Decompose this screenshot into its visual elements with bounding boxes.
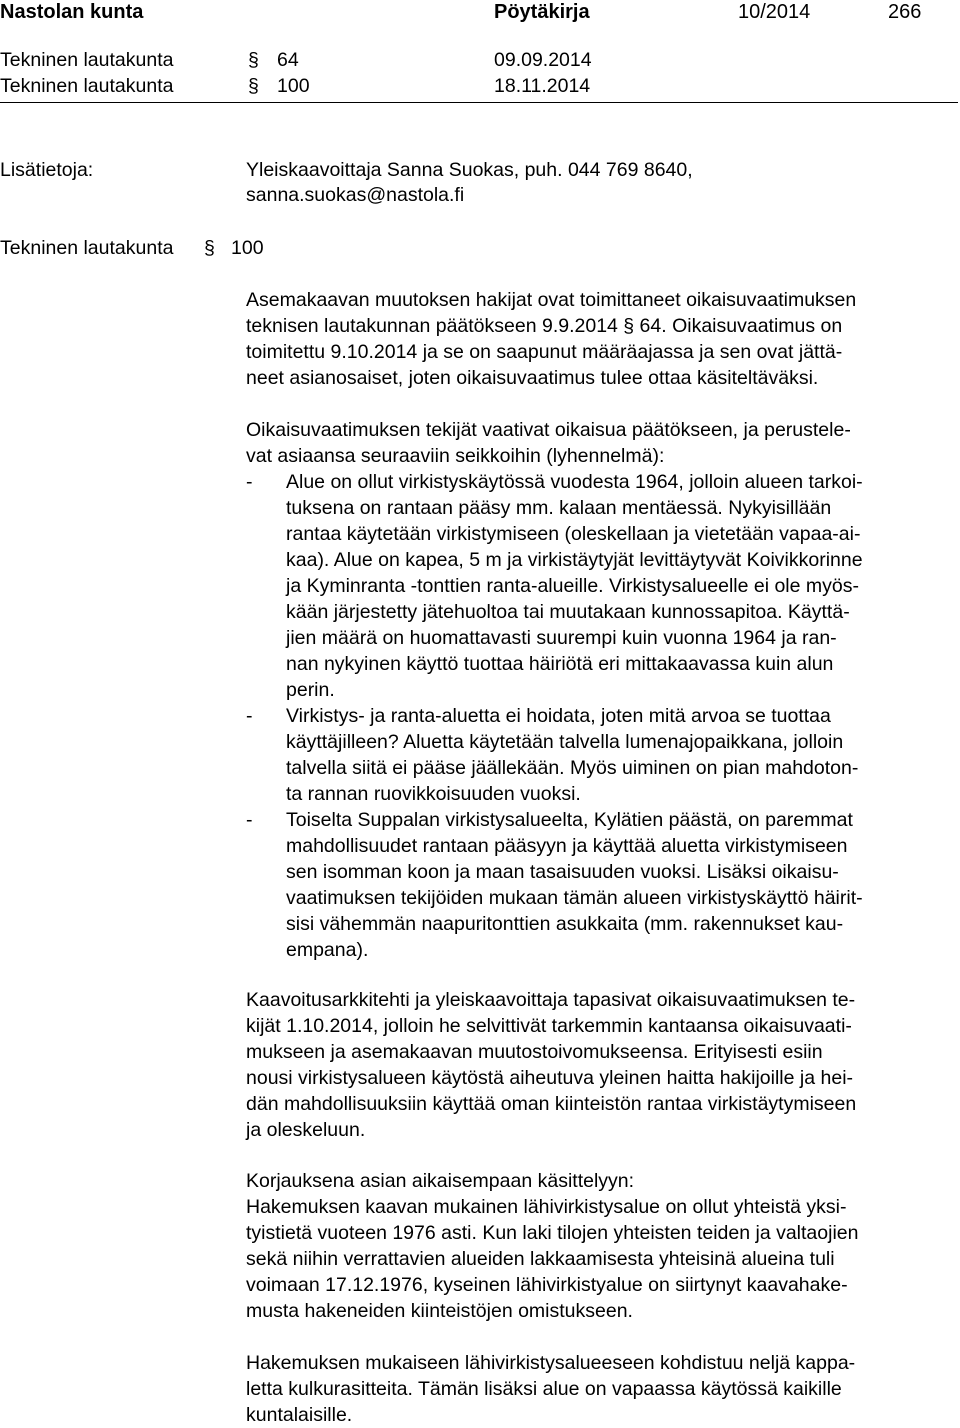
header-divider xyxy=(0,102,958,103)
current-body: Tekninen lautakunta xyxy=(0,237,174,259)
text-line: perin. xyxy=(286,679,335,701)
text-line: kään järjestetty jätehuoltoa tai muutakaan kunnossapitoa. Käyttä- xyxy=(286,601,850,623)
info-label: Lisätietoja: xyxy=(0,159,94,181)
text-line: mahdollisuudet rantaan pääsyyn ja käyttää aluetta virkistymiseen xyxy=(286,835,848,857)
text-line: ja oleskeluun. xyxy=(246,1119,366,1141)
paragraph-easements xyxy=(246,1350,958,1428)
text-line: empana). xyxy=(286,939,369,961)
bullet-dash: - xyxy=(246,705,253,727)
bullet-dash: - xyxy=(246,809,253,831)
current-section-sign: § xyxy=(204,237,215,259)
text-line: Asemakaavan muutoksen hakijat ovat toimittaneet oikaisuvaatimuksen xyxy=(246,289,857,311)
paragraph-appeal-received xyxy=(246,287,958,391)
history-date-1: 09.09.2014 xyxy=(494,49,592,71)
bullet-item-2 xyxy=(246,703,958,807)
history-body-1: Tekninen lautakunta xyxy=(0,49,174,71)
text-line: talvella siitä ei pääse jäällekään. Myös uiminen on pian mahdoton- xyxy=(286,757,859,779)
info-contact-line-1: Yleiskaavoittaja Sanna Suokas, puh. 044 769 8640, xyxy=(246,159,693,181)
text-line: kaa). Alue on kapea, 5 m ja virkistäytyjät levittäytyvät Koivikkorinne xyxy=(286,549,863,571)
bullet-item-1 xyxy=(246,469,958,703)
text-line: nousi virkistysalueen käytöstä aiheutuva yleinen haitta hakijoille ja hei- xyxy=(246,1067,854,1089)
text-line: teknisen lautakunnan päätökseen 9.9.2014 § 64. Oikaisuvaatimus on xyxy=(246,315,843,337)
text-line: Oikaisuvaatimuksen tekijät vaativat oikaisua päätökseen, ja perustele- xyxy=(246,419,851,441)
paragraph-meeting xyxy=(246,987,958,1143)
issue-number: 10/2014 xyxy=(738,1,811,23)
text-line: sekä niihin verrattavien alueiden lakkaamisesta yhteisinä alueina tuli xyxy=(246,1248,835,1270)
bullet-dash: - xyxy=(246,471,253,493)
text-line: Kaavoitusarkkitehti ja yleiskaavoittaja tapasivat oikaisuvaatimuksen te- xyxy=(246,989,856,1011)
history-body-2: Tekninen lautakunta xyxy=(0,75,174,97)
text-line: toimitettu 9.10.2014 ja se on saapunut määräajassa ja sen ovat jättä- xyxy=(246,341,843,363)
history-date-2: 18.11.2014 xyxy=(494,75,591,97)
text-line: ja Kyminranta -tonttien ranta-alueille. Virkistysalueelle ei ole myös- xyxy=(286,575,859,597)
text-line: ta rannan ruovikkoisuuden vuoksi. xyxy=(286,783,581,805)
text-line: neet asianosaiset, joten oikaisuvaatimus tulee ottaa käsiteltäväksi. xyxy=(246,367,819,389)
text-line: musta hakeneiden kiinteistöjen omistukseen. xyxy=(246,1300,633,1322)
paragraph-appeal-grounds xyxy=(246,417,958,963)
section-sign-1: § xyxy=(248,49,259,71)
text-line: Hakemuksen mukaiseen lähivirkistysalueeseen kohdistuu neljä kappa- xyxy=(246,1352,856,1374)
bullet-item-3 xyxy=(246,807,958,963)
document-type: Pöytäkirja xyxy=(494,1,590,23)
text-line: voimaan 17.12.1976, kyseinen lähivirkistyalue on siirtynyt kaavahake- xyxy=(246,1274,848,1296)
text-line: nan nykyinen käyttö tuottaa häiriötä eri mittakaavassa kuin alun xyxy=(286,653,834,675)
municipality-name: Nastolan kunta xyxy=(0,1,144,23)
text-line: Hakemuksen kaavan mukainen lähivirkistysalue on ollut yhteistä yksi- xyxy=(246,1196,847,1218)
text-line: tuksena on rantaan pääsy mm. kalaan mentäessä. Nykyisillään xyxy=(286,497,832,519)
text-line: mukseen ja asemakaavan muutostoivomukseensa. Erityisesti esiin xyxy=(246,1041,823,1063)
text-line: vaatimuksen tekijöiden mukaan tämän alueen virkistyskäyttö häirit- xyxy=(286,887,863,909)
info-contact-line-2: sanna.suokas@nastola.fi xyxy=(246,184,465,206)
text-line: sisi vähemmän naapuritonttien asukkaita (mm. rakennukset kau- xyxy=(286,913,844,935)
text-line: rantaa käytetään virkistymiseen (oleskellaan ja vietetään vapaa-ai- xyxy=(286,523,861,545)
text-line: Virkistys- ja ranta-aluetta ei hoidata, joten mitä arvoa se tuottaa xyxy=(286,705,831,727)
text-line: kuntalaisille. xyxy=(246,1404,353,1426)
text-line: käyttäjilleen? Aluetta käytetään talvella lumenajopaikkana, jolloin xyxy=(286,731,844,753)
text-line: Korjauksena asian aikaisempaan käsittelyyn: xyxy=(246,1170,635,1192)
page-number: 266 xyxy=(888,1,922,23)
history-section-2: 100 xyxy=(277,75,310,97)
text-line: tyistietä vuoteen 1976 asti. Kun laki tilojen yhteisten teiden ja valtaojien xyxy=(246,1222,859,1244)
history-section-1: 64 xyxy=(277,49,299,71)
text-line: dän mahdollisuuksiin käyttää oman kiinteistön rantaa virkistäytymiseen xyxy=(246,1093,857,1115)
text-line: Toiselta Suppalan virkistysalueelta, Kylätien päästä, on paremmat xyxy=(286,809,853,831)
text-line: Alue on ollut virkistyskäytössä vuodesta 1964, jolloin alueen tarkoi- xyxy=(286,471,863,493)
paragraph-correction xyxy=(246,1168,958,1324)
text-line: jien määrä on huomattavasti suurempi kuin vuonna 1964 ja ran- xyxy=(286,627,837,649)
text-line: vat asiaansa seuraaviin seikkoihin (lyhennelmä): xyxy=(246,445,665,467)
text-line: kijät 1.10.2014, jolloin he selvittivät tarkemmin kantaansa oikaisuvaati- xyxy=(246,1015,852,1037)
current-section: 100 xyxy=(231,237,264,259)
text-line: sen isomman koon ja maan tasaisuuden vuoksi. Lisäksi oikaisu- xyxy=(286,861,839,883)
text-line: letta kulkurasitteita. Tämän lisäksi alue on vapaassa käytössä kaikille xyxy=(246,1378,842,1400)
section-sign-2: § xyxy=(248,75,259,97)
